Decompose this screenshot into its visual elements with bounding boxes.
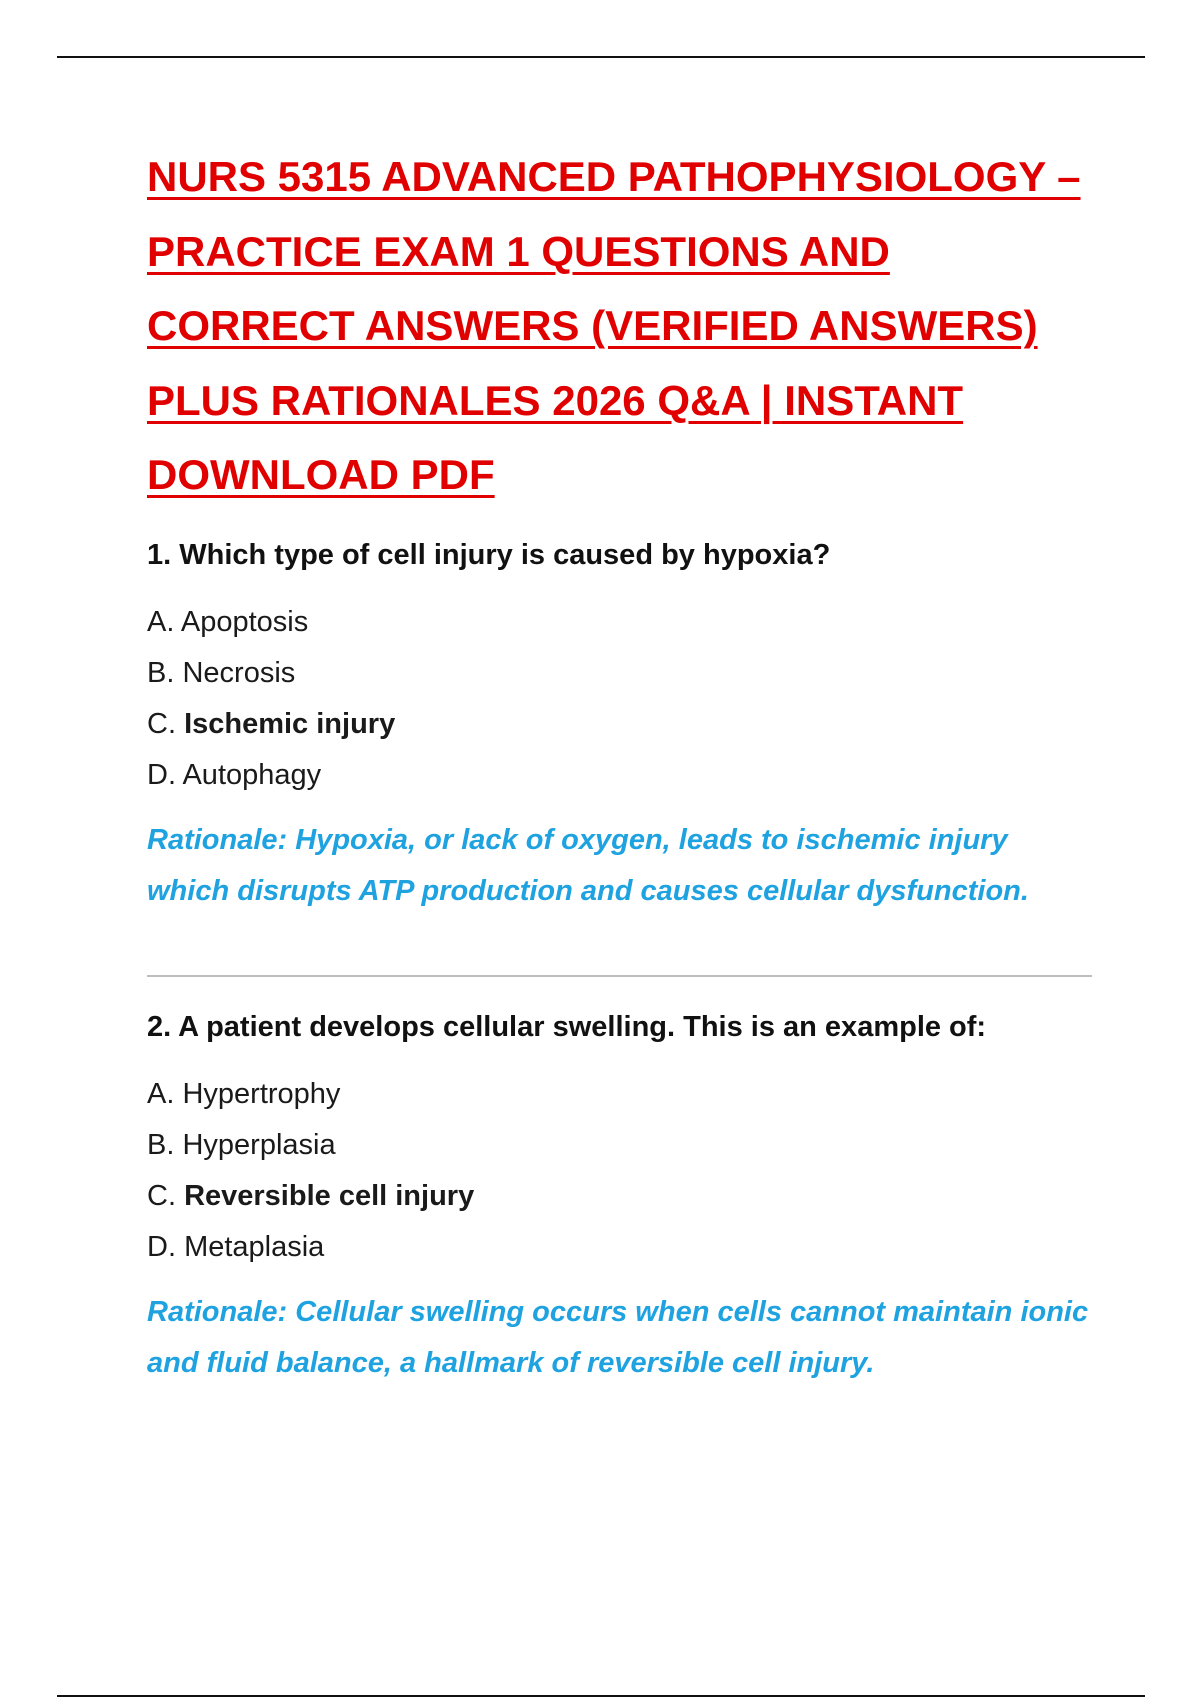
document-body [147, 140, 1092, 1389]
option-text-correct: Ischemic injury [184, 707, 396, 740]
page-top-rule [57, 56, 1145, 58]
question-1-option-b [147, 648, 1092, 699]
question-block-1 [147, 535, 1092, 917]
question-1-option-d [147, 750, 1092, 801]
document-title [147, 140, 1092, 513]
question-1-option-c [147, 699, 1092, 750]
question-2-option-a [147, 1069, 1092, 1120]
option-letter: B. [147, 1128, 175, 1161]
option-text: Hyperplasia [182, 1128, 336, 1161]
question-1-options [147, 597, 1092, 801]
question-2-option-c [147, 1171, 1092, 1222]
option-text: Autophagy [182, 758, 322, 791]
question-2-option-d [147, 1222, 1092, 1273]
question-1-option-a [147, 597, 1092, 648]
option-text: Metaplasia [184, 1230, 325, 1263]
question-divider [147, 975, 1092, 977]
option-text: Apoptosis [180, 605, 309, 638]
question-2-options [147, 1069, 1092, 1273]
question-2-option-b [147, 1120, 1092, 1171]
question-2-rationale: Rationale: Cellular swelling occurs when cells cannot maintain ionic and fluid balance, a hallmark of reversible cell injury. [147, 1295, 1089, 1379]
option-letter: B. [147, 656, 175, 689]
option-letter: A. [147, 1077, 175, 1110]
option-letter: A. [147, 605, 175, 638]
option-text: Necrosis [182, 656, 296, 689]
page-bottom-rule [57, 1695, 1145, 1697]
question-1-prompt: 1. Which type of cell injury is caused by hypoxia? [147, 538, 831, 571]
question-2-prompt: 2. A patient develops cellular swelling. This is an example of: [147, 1010, 987, 1043]
document-title-text: NURS 5315 ADVANCED PATHOPHYSIOLOGY – PRACTICE EXAM 1 QUESTIONS AND CORRECT ANSWERS (VERIFIED ANSWERS) PLUS RATIONALES 2026 Q&A | INSTANT DOWNLOAD PDF [147, 153, 1081, 498]
option-letter: C. [147, 1179, 176, 1212]
option-letter: C. [147, 707, 176, 740]
question-block-2 [147, 1007, 1092, 1389]
option-text: Hypertrophy [182, 1077, 341, 1110]
option-letter: D. [147, 758, 176, 791]
option-text-correct: Reversible cell injury [184, 1179, 475, 1212]
question-1-rationale: Rationale: Hypoxia, or lack of oxygen, leads to ischemic injury which disrupts ATP production and causes cellular dysfunction. [147, 823, 1029, 907]
option-letter: D. [147, 1230, 176, 1263]
